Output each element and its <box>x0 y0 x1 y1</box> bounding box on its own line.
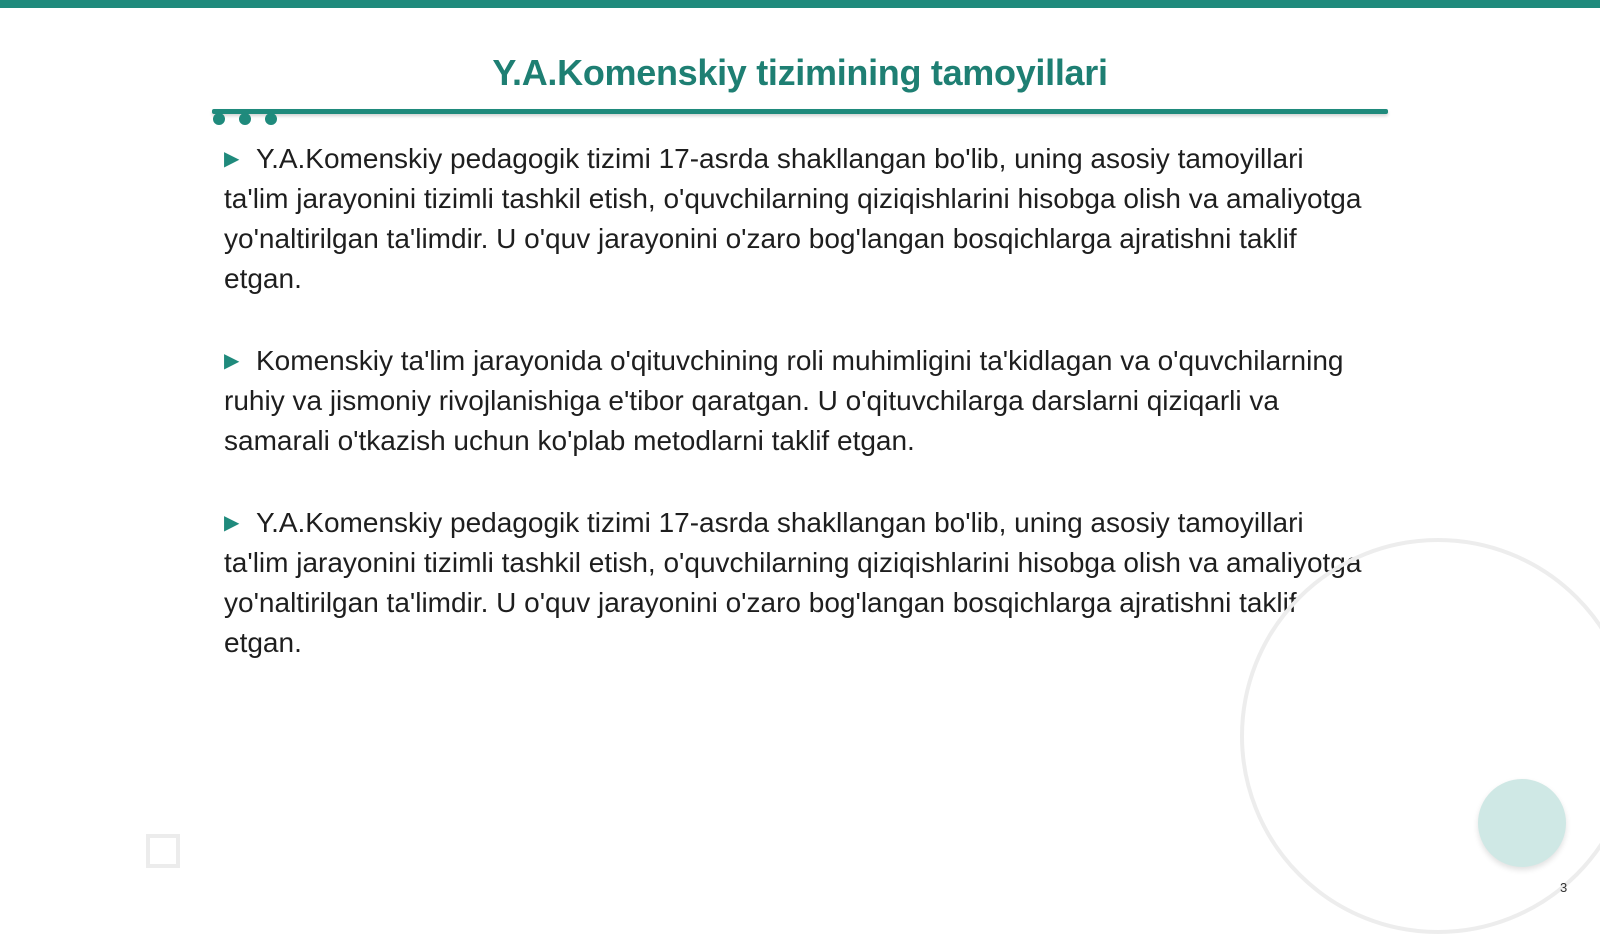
decorative-circle <box>1478 779 1566 867</box>
title-underline <box>212 109 1388 114</box>
bullet-item <box>224 341 1374 461</box>
decorative-dot <box>213 113 225 125</box>
triangle-right-icon: ▶ <box>224 350 240 372</box>
decorative-square <box>146 834 180 868</box>
bullet-text: Y.A.Komenskiy pedagogik tizimi 17-asrda shakllangan bo'lib, uning asosiy tamoyillari ta'lim jarayonini tizimli tashkil etish, o'quvchilarning qiziqishlarini hisobga olish va amaliyotga yo'naltirilgan ta'limdir. U o'quv jarayonini o'zaro bog'langan bosqichlarga ajratishni taklif etgan. <box>224 507 1362 658</box>
bullet-item <box>224 139 1374 299</box>
bullet-item <box>224 503 1374 663</box>
decorative-dot <box>239 113 251 125</box>
bullet-text: Komenskiy ta'lim jarayonida o'qituvchining roli muhimligini ta'kidlagan va o'quvchilarning ruhiy va jismoniy rivojlanishiga e'tibor qaratgan. U o'qituvchilarga darslarni qiziqarli va samarali o'tkazish uchun ko'plab metodlarni taklif etgan. <box>224 345 1344 456</box>
triangle-right-icon: ▶ <box>224 512 240 534</box>
triangle-right-icon: ▶ <box>224 148 240 170</box>
bullet-text: Y.A.Komenskiy pedagogik tizimi 17-asrda shakllangan bo'lib, uning asosiy tamoyillari ta'lim jarayonini tizimli tashkil etish, o'quvchilarning qiziqishlarini hisobga olish va amaliyotga yo'naltirilgan ta'limdir. U o'quv jarayonini o'zaro bog'langan bosqichlarga ajratishni taklif etgan. <box>224 143 1362 294</box>
bullet-list <box>224 139 1374 663</box>
page-number: 3 <box>1560 880 1568 895</box>
decorative-dot <box>265 113 277 125</box>
top-accent-band <box>0 0 1600 8</box>
slide-title: Y.A.Komenskiy tizimining tamoyillari <box>492 52 1108 93</box>
